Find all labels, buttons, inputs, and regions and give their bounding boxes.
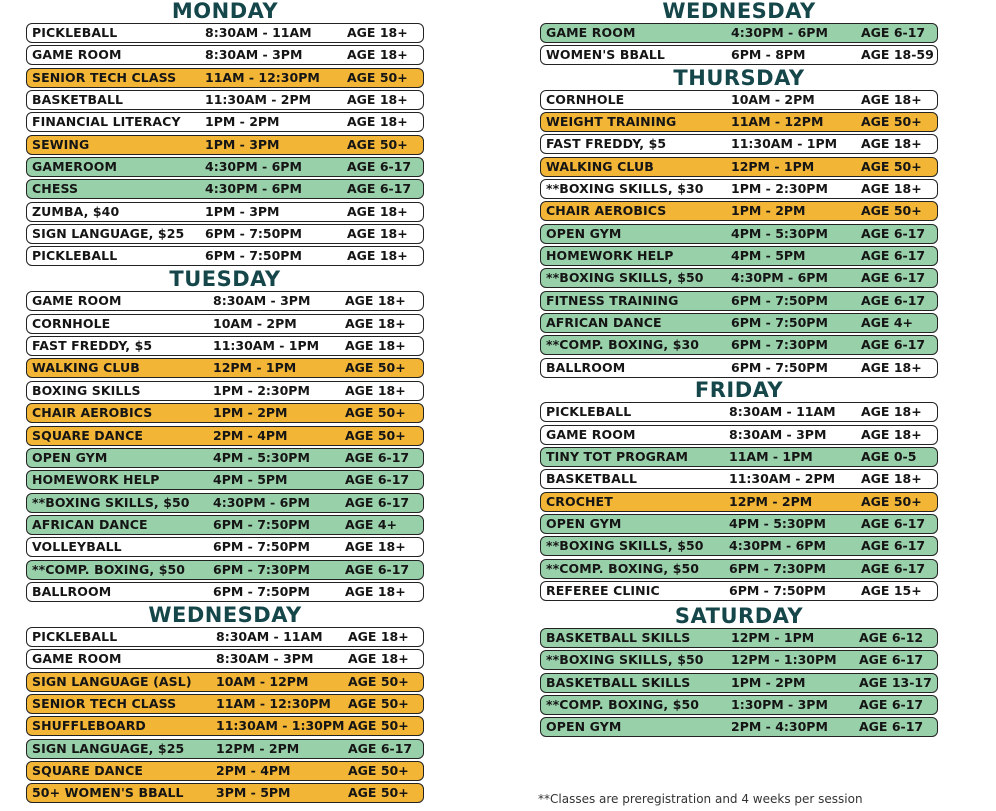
schedule-row — [540, 313, 938, 333]
class-age: AGE 6-17 — [861, 538, 926, 554]
schedule-row — [26, 672, 424, 692]
class-age: AGE 50+ — [347, 69, 408, 85]
class-time: 2PM - 4PM — [213, 427, 288, 443]
thursday-section — [540, 90, 938, 378]
class-name: CROCHET — [546, 493, 613, 509]
class-age: AGE 6-17 — [345, 472, 410, 488]
class-name: **COMP. BOXING, $50 — [546, 696, 700, 712]
class-time: 6PM - 7:50PM — [731, 292, 828, 308]
class-name: CHESS — [32, 181, 79, 197]
class-name: **BOXING SKILLS, $50 — [546, 270, 704, 286]
schedule-row — [540, 492, 938, 512]
footnote: **Classes are preregistration and 4 weeks per session — [538, 792, 863, 806]
schedule-row — [540, 628, 938, 648]
schedule-row — [26, 403, 424, 423]
class-time: 1PM - 3PM — [205, 203, 280, 219]
class-age: AGE 50+ — [348, 695, 409, 711]
schedule-row — [26, 45, 424, 65]
class-age: AGE 6-17 — [861, 515, 926, 531]
day-title-tuesday: TUESDAY — [169, 267, 281, 292]
day-title-wednesday-cont: WEDNESDAY — [662, 0, 816, 23]
schedule-row — [540, 536, 938, 556]
class-name: FITNESS TRAINING — [546, 292, 679, 308]
class-time: 1PM - 3PM — [205, 136, 280, 152]
class-age: AGE 50+ — [345, 360, 406, 376]
class-age: AGE 6-17 — [859, 652, 924, 668]
class-name: **COMP. BOXING, $50 — [546, 560, 700, 576]
class-time: 10AM - 12PM — [216, 673, 309, 689]
class-age: AGE 18+ — [347, 47, 408, 63]
class-name: GAME ROOM — [32, 651, 122, 667]
class-name: SENIOR TECH CLASS — [32, 695, 177, 711]
schedule-row — [540, 402, 938, 422]
day-title-wednesday: WEDNESDAY — [148, 602, 302, 627]
class-name: OPEN GYM — [546, 515, 622, 531]
class-time: 8:30AM - 3PM — [205, 47, 303, 63]
class-age: AGE 6-17 — [861, 270, 926, 286]
schedule-row — [26, 112, 424, 132]
class-name: PICKLEBALL — [32, 248, 118, 264]
class-time: 8:30AM - 3PM — [216, 651, 314, 667]
class-name: 50+ WOMEN'S BBALL — [32, 785, 184, 801]
class-name: WALKING CLUB — [32, 360, 140, 376]
tuesday-section — [26, 291, 424, 601]
class-time: 12PM - 2PM — [216, 740, 300, 756]
class-time: 11:30AM - 1PM — [213, 338, 320, 354]
class-name: BALLROOM — [546, 359, 626, 375]
class-time: 4:30PM - 6PM — [205, 181, 302, 197]
class-name: OPEN GYM — [32, 449, 108, 465]
class-time: 6PM - 7:50PM — [213, 516, 310, 532]
class-name: SIGN LANGUAGE, $25 — [32, 226, 185, 242]
class-time: 8:30AM - 3PM — [213, 293, 311, 309]
schedule-row — [540, 112, 938, 132]
class-age: AGE 50+ — [348, 785, 409, 801]
schedule-row — [540, 425, 938, 445]
class-name: BOXING SKILLS — [32, 382, 141, 398]
class-time: 11AM - 12:30PM — [216, 695, 331, 711]
class-age: AGE 18+ — [861, 426, 922, 442]
class-age: AGE 50+ — [348, 718, 409, 734]
class-name: WEIGHT TRAINING — [546, 114, 677, 130]
class-time: 4:30PM - 6PM — [205, 159, 302, 175]
class-age: AGE 18+ — [861, 136, 922, 152]
schedule-row — [540, 201, 938, 221]
class-time: 11AM - 12:30PM — [205, 69, 320, 85]
class-time: 11:30AM - 1PM — [731, 136, 838, 152]
class-name: BASKETBALL SKILLS — [546, 629, 691, 645]
class-time: 6PM - 7:30PM — [731, 337, 828, 353]
class-name: SENIOR TECH CLASS — [32, 69, 177, 85]
schedule-row — [26, 448, 424, 468]
class-name: BASKETBALL SKILLS — [546, 674, 691, 690]
class-age: AGE 50+ — [861, 203, 922, 219]
class-age: AGE 50+ — [861, 158, 922, 174]
class-name: GAME ROOM — [32, 293, 122, 309]
class-name: PICKLEBALL — [32, 25, 118, 40]
schedule-row — [26, 470, 424, 490]
schedule-row — [540, 650, 938, 670]
day-title-monday: MONDAY — [171, 0, 279, 23]
schedule-row — [540, 291, 938, 311]
class-name: CHAIR AEROBICS — [32, 405, 153, 421]
schedule-row — [26, 783, 424, 803]
schedule-row — [26, 426, 424, 446]
class-time: 4:30PM - 6PM — [729, 538, 826, 554]
class-name: OPEN GYM — [546, 225, 622, 241]
class-age: AGE 18-59 — [861, 47, 934, 63]
class-age: AGE 6-17 — [861, 225, 926, 241]
class-time: 11AM - 12PM — [731, 114, 824, 130]
class-time: 8:30AM - 11AM — [205, 25, 312, 40]
schedule-row — [540, 695, 938, 715]
class-name: GAME ROOM — [32, 47, 122, 63]
class-age: AGE 6-17 — [347, 159, 412, 175]
class-age: AGE 18+ — [347, 114, 408, 130]
class-age: AGE 50+ — [345, 405, 406, 421]
schedule-row — [26, 649, 424, 669]
schedule-row — [540, 581, 938, 601]
schedule-row — [540, 559, 938, 579]
schedule-row — [26, 68, 424, 88]
class-age: AGE 18+ — [345, 583, 406, 599]
class-age: AGE 18+ — [345, 293, 406, 309]
class-time: 8:30AM - 3PM — [729, 426, 827, 442]
class-age: AGE 50+ — [861, 114, 922, 130]
class-name: GAME ROOM — [546, 25, 636, 40]
class-age: AGE 6-17 — [347, 181, 412, 197]
class-name: HOMEWORK HELP — [32, 472, 160, 488]
class-name: GAMEROOM — [32, 159, 118, 175]
schedule-row — [26, 179, 424, 199]
schedule-row — [540, 358, 938, 378]
class-age: AGE 6-17 — [859, 719, 924, 735]
class-name: SQUARE DANCE — [32, 427, 144, 443]
class-age: AGE 6-17 — [861, 560, 926, 576]
class-time: 4:30PM - 6PM — [213, 494, 310, 510]
class-time: 6PM - 7:50PM — [205, 248, 302, 264]
class-time: 1PM - 2PM — [731, 203, 806, 219]
class-time: 12PM - 1:30PM — [731, 652, 837, 668]
schedule-row — [26, 23, 424, 43]
class-name: SEWING — [32, 136, 90, 152]
class-age: AGE 6-17 — [348, 740, 413, 756]
class-name: CORNHOLE — [546, 91, 625, 107]
class-age: AGE 4+ — [345, 516, 397, 532]
class-time: 6PM - 7:30PM — [213, 561, 310, 577]
class-name: FAST FREDDY, $5 — [546, 136, 667, 152]
class-age: AGE 18+ — [347, 25, 408, 40]
class-age: AGE 0-5 — [861, 448, 917, 464]
schedule-row — [540, 514, 938, 534]
class-name: **BOXING SKILLS, $50 — [546, 652, 704, 668]
class-time: 3PM - 5PM — [216, 785, 291, 801]
class-age: AGE 6-17 — [859, 696, 924, 712]
schedule-row — [26, 493, 424, 513]
class-name: SHUFFLEBOARD — [32, 718, 146, 734]
class-time: 1PM - 2:30PM — [213, 382, 310, 398]
class-name: GAME ROOM — [546, 426, 636, 442]
class-name: HOMEWORK HELP — [546, 248, 674, 264]
schedule-row — [26, 739, 424, 759]
class-time: 6PM - 8PM — [731, 47, 806, 63]
class-age: AGE 18+ — [345, 382, 406, 398]
class-age: AGE 13-17 — [859, 674, 932, 690]
class-name: SIGN LANGUAGE (ASL) — [32, 673, 192, 689]
class-age: AGE 15+ — [861, 582, 922, 598]
schedule-row — [26, 582, 424, 602]
class-age: AGE 18+ — [345, 539, 406, 555]
class-age: AGE 18+ — [347, 203, 408, 219]
class-name: AFRICAN DANCE — [32, 516, 148, 532]
schedule-row — [26, 224, 424, 244]
schedule-row — [26, 560, 424, 580]
schedule-row — [540, 90, 938, 110]
class-name: FINANCIAL LITERACY — [32, 114, 181, 130]
class-name: BALLROOM — [32, 583, 112, 599]
class-name: PICKLEBALL — [546, 404, 632, 420]
class-time: 1PM - 2:30PM — [731, 181, 828, 197]
day-title-thursday: THURSDAY — [673, 65, 805, 90]
schedule-row — [26, 90, 424, 110]
class-time: 12PM - 1PM — [213, 360, 297, 376]
class-name: SQUARE DANCE — [32, 762, 144, 778]
class-time: 4PM - 5:30PM — [729, 515, 826, 531]
class-name: PICKLEBALL — [32, 628, 118, 644]
class-name: **COMP. BOXING, $50 — [32, 561, 186, 577]
class-age: AGE 4+ — [861, 315, 913, 331]
class-name: **BOXING SKILLS, $50 — [32, 494, 190, 510]
schedule-row — [26, 537, 424, 557]
class-name: BASKETBALL — [32, 92, 124, 108]
class-time: 12PM - 2PM — [729, 493, 813, 509]
class-time: 2PM - 4:30PM — [731, 719, 828, 735]
class-age: AGE 18+ — [861, 181, 922, 197]
schedule-row — [540, 268, 938, 288]
class-age: AGE 18+ — [347, 92, 408, 108]
class-age: AGE 6-17 — [861, 292, 926, 308]
class-age: AGE 6-17 — [861, 337, 926, 353]
schedule-row — [26, 157, 424, 177]
class-time: 12PM - 1PM — [731, 158, 815, 174]
day-title-friday: FRIDAY — [694, 378, 784, 403]
class-time: 11:30AM - 1:30PM — [216, 718, 345, 734]
class-age: AGE 18+ — [861, 91, 922, 107]
class-time: 1PM - 2PM — [205, 114, 280, 130]
class-name: ZUMBA, $40 — [32, 203, 120, 219]
class-name: OPEN GYM — [546, 719, 622, 735]
class-age: AGE 18+ — [861, 359, 922, 375]
schedule-row — [540, 179, 938, 199]
class-time: 12PM - 1PM — [731, 629, 815, 645]
class-age: AGE 18+ — [861, 404, 922, 420]
class-time: 11:30AM - 2PM — [729, 471, 836, 487]
class-time: 1PM - 2PM — [213, 405, 288, 421]
friday-section — [540, 402, 938, 601]
saturday-section — [540, 628, 938, 737]
schedule-row — [26, 202, 424, 222]
schedule-row — [540, 157, 938, 177]
class-time: 6PM - 7:50PM — [731, 359, 828, 375]
wednesday-cont-section — [540, 23, 938, 65]
class-time: 6PM - 7:50PM — [213, 583, 310, 599]
schedule-row — [540, 673, 938, 693]
class-age: AGE 18+ — [345, 315, 406, 331]
schedule-row — [26, 694, 424, 714]
class-time: 4PM - 5PM — [213, 472, 288, 488]
class-age: AGE 6-17 — [345, 494, 410, 510]
schedule-row — [26, 358, 424, 378]
class-age: AGE 18+ — [348, 651, 409, 667]
schedule-row — [26, 135, 424, 155]
class-time: 8:30AM - 11AM — [216, 628, 323, 644]
class-name: WOMEN'S BBALL — [546, 47, 665, 63]
class-time: 1:30PM - 3PM — [731, 696, 828, 712]
schedule-row — [540, 717, 938, 737]
class-time: 11:30AM - 2PM — [205, 92, 312, 108]
class-name: **BOXING SKILLS, $50 — [546, 538, 704, 554]
schedule-row — [26, 314, 424, 334]
wednesday-section — [26, 627, 424, 803]
class-time: 10AM - 2PM — [731, 91, 815, 107]
class-age: AGE 18+ — [347, 248, 408, 264]
class-time: 6PM - 7:30PM — [729, 560, 826, 576]
class-age: AGE 18+ — [348, 628, 409, 644]
class-name: **BOXING SKILLS, $30 — [546, 181, 704, 197]
left-column — [26, 0, 424, 806]
class-time: 4:30PM - 6PM — [731, 270, 828, 286]
class-time: 6PM - 7:50PM — [731, 315, 828, 331]
schedule-row — [540, 45, 938, 65]
class-time: 8:30AM - 11AM — [729, 404, 836, 420]
schedule-row — [26, 761, 424, 781]
class-time: 2PM - 4PM — [216, 762, 291, 778]
class-age: AGE 6-17 — [345, 561, 410, 577]
day-title-saturday: SATURDAY — [674, 603, 804, 628]
class-age: AGE 6-17 — [861, 25, 926, 40]
class-name: WALKING CLUB — [546, 158, 654, 174]
class-time: 6PM - 7:50PM — [729, 582, 826, 598]
class-age: AGE 6-12 — [859, 629, 924, 645]
class-age: AGE 50+ — [347, 136, 408, 152]
class-name: **COMP. BOXING, $30 — [546, 337, 700, 353]
class-time: 4PM - 5:30PM — [731, 225, 828, 241]
class-name: SIGN LANGUAGE, $25 — [32, 740, 185, 756]
schedule-row — [26, 246, 424, 266]
class-age: AGE 18+ — [861, 471, 922, 487]
class-time: 10AM - 2PM — [213, 315, 297, 331]
class-age: AGE 50+ — [348, 673, 409, 689]
class-age: AGE 6-17 — [861, 248, 926, 264]
schedule-row — [540, 23, 938, 43]
schedule-row — [540, 469, 938, 489]
class-time: 6PM - 7:50PM — [205, 226, 302, 242]
monday-section — [26, 23, 424, 266]
class-name: AFRICAN DANCE — [546, 315, 662, 331]
class-age: AGE 50+ — [348, 762, 409, 778]
class-age: AGE 18+ — [347, 226, 408, 242]
class-time: 6PM - 7:50PM — [213, 539, 310, 555]
class-age: AGE 50+ — [345, 427, 406, 443]
class-time: 4:30PM - 6PM — [731, 25, 828, 40]
class-name: FAST FREDDY, $5 — [32, 338, 153, 354]
schedule-row — [540, 224, 938, 244]
class-name: CHAIR AEROBICS — [546, 203, 667, 219]
class-name: BASKETBALL — [546, 471, 638, 487]
schedule-row — [26, 291, 424, 311]
schedule-row — [26, 627, 424, 647]
schedule-row — [540, 447, 938, 467]
schedule-row — [26, 381, 424, 401]
class-age: AGE 6-17 — [345, 449, 410, 465]
schedule-row — [540, 246, 938, 266]
class-time: 11AM - 1PM — [729, 448, 813, 464]
schedule-row — [26, 336, 424, 356]
class-name: CORNHOLE — [32, 315, 111, 331]
class-age: AGE 50+ — [861, 493, 922, 509]
schedule-row — [26, 716, 424, 736]
right-column — [540, 0, 938, 740]
schedule-row — [540, 134, 938, 154]
class-name: VOLLEYBALL — [32, 539, 122, 555]
class-time: 4PM - 5:30PM — [213, 449, 310, 465]
schedule-row — [540, 335, 938, 355]
schedule-row — [26, 515, 424, 535]
class-name: REFEREE CLINIC — [546, 582, 660, 598]
class-age: AGE 18+ — [345, 338, 406, 354]
class-time: 4PM - 5PM — [731, 248, 806, 264]
class-time: 1PM - 2PM — [731, 674, 806, 690]
class-name: TINY TOT PROGRAM — [546, 448, 689, 464]
